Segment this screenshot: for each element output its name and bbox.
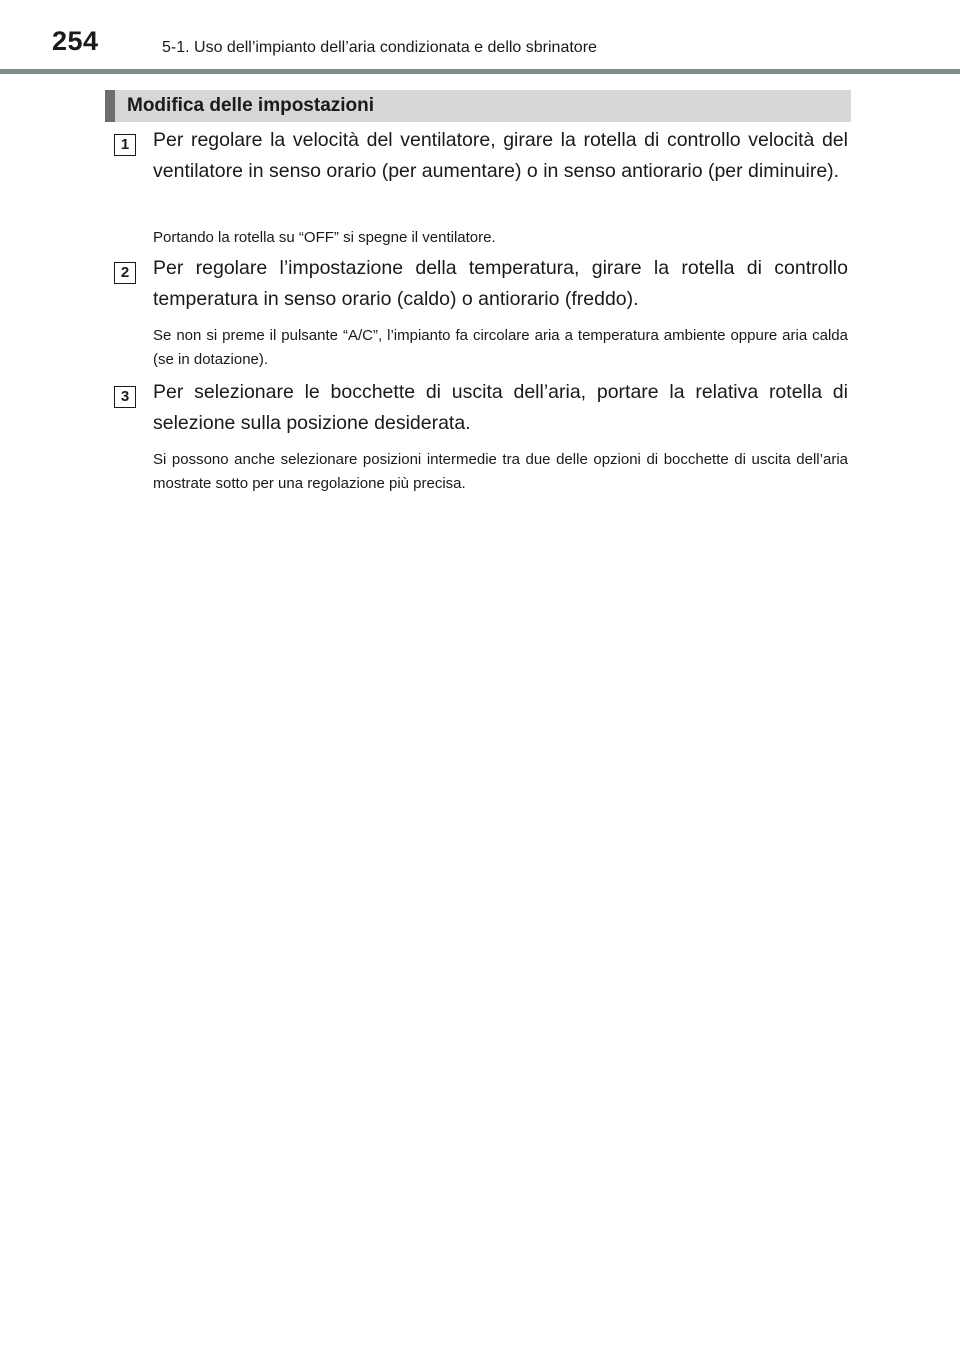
section-header-bar bbox=[105, 90, 115, 122]
step-instruction: Per regolare la velocità del ventilatore, girare la rotella di controllo velocità del ventilatore in senso orario (per aumentare) o in senso antiorario (per diminuire). bbox=[153, 129, 848, 182]
step-instruction: Per regolare l’impostazione della temperatura, girare la rotella di controllo temperatura in senso orario (caldo) o antiorario (freddo). bbox=[153, 257, 848, 310]
step-instruction: Per selezionare le bocchette di uscita dell’aria, portare la relativa rotella di selezione sulla posizione desiderata. bbox=[153, 381, 848, 434]
step-number-badge: 1 bbox=[114, 134, 136, 156]
chapter-title: 5-1. Uso dell’impianto dell’aria condizionata e dello sbrinatore bbox=[162, 39, 597, 56]
step-note: Portando la rotella su “OFF” si spegne il ventilatore. bbox=[153, 229, 496, 246]
step-note: Se non si preme il pulsante “A/C”, l’impianto fa circolare aria a temperatura ambiente oppure aria calda (se in dotazione). bbox=[153, 327, 848, 368]
step-number-badge: 2 bbox=[114, 262, 136, 284]
step-note: Si possono anche selezionare posizioni intermedie tra due delle opzioni di bocchette di uscita dell’aria mostrate sotto per una regolazione più precisa. bbox=[153, 451, 848, 492]
header-divider bbox=[0, 69, 960, 74]
section-title: Modifica delle impostazioni bbox=[127, 95, 375, 116]
section-header bbox=[105, 90, 851, 122]
step-number-badge: 3 bbox=[114, 386, 136, 408]
page-number: 254 bbox=[52, 26, 99, 56]
